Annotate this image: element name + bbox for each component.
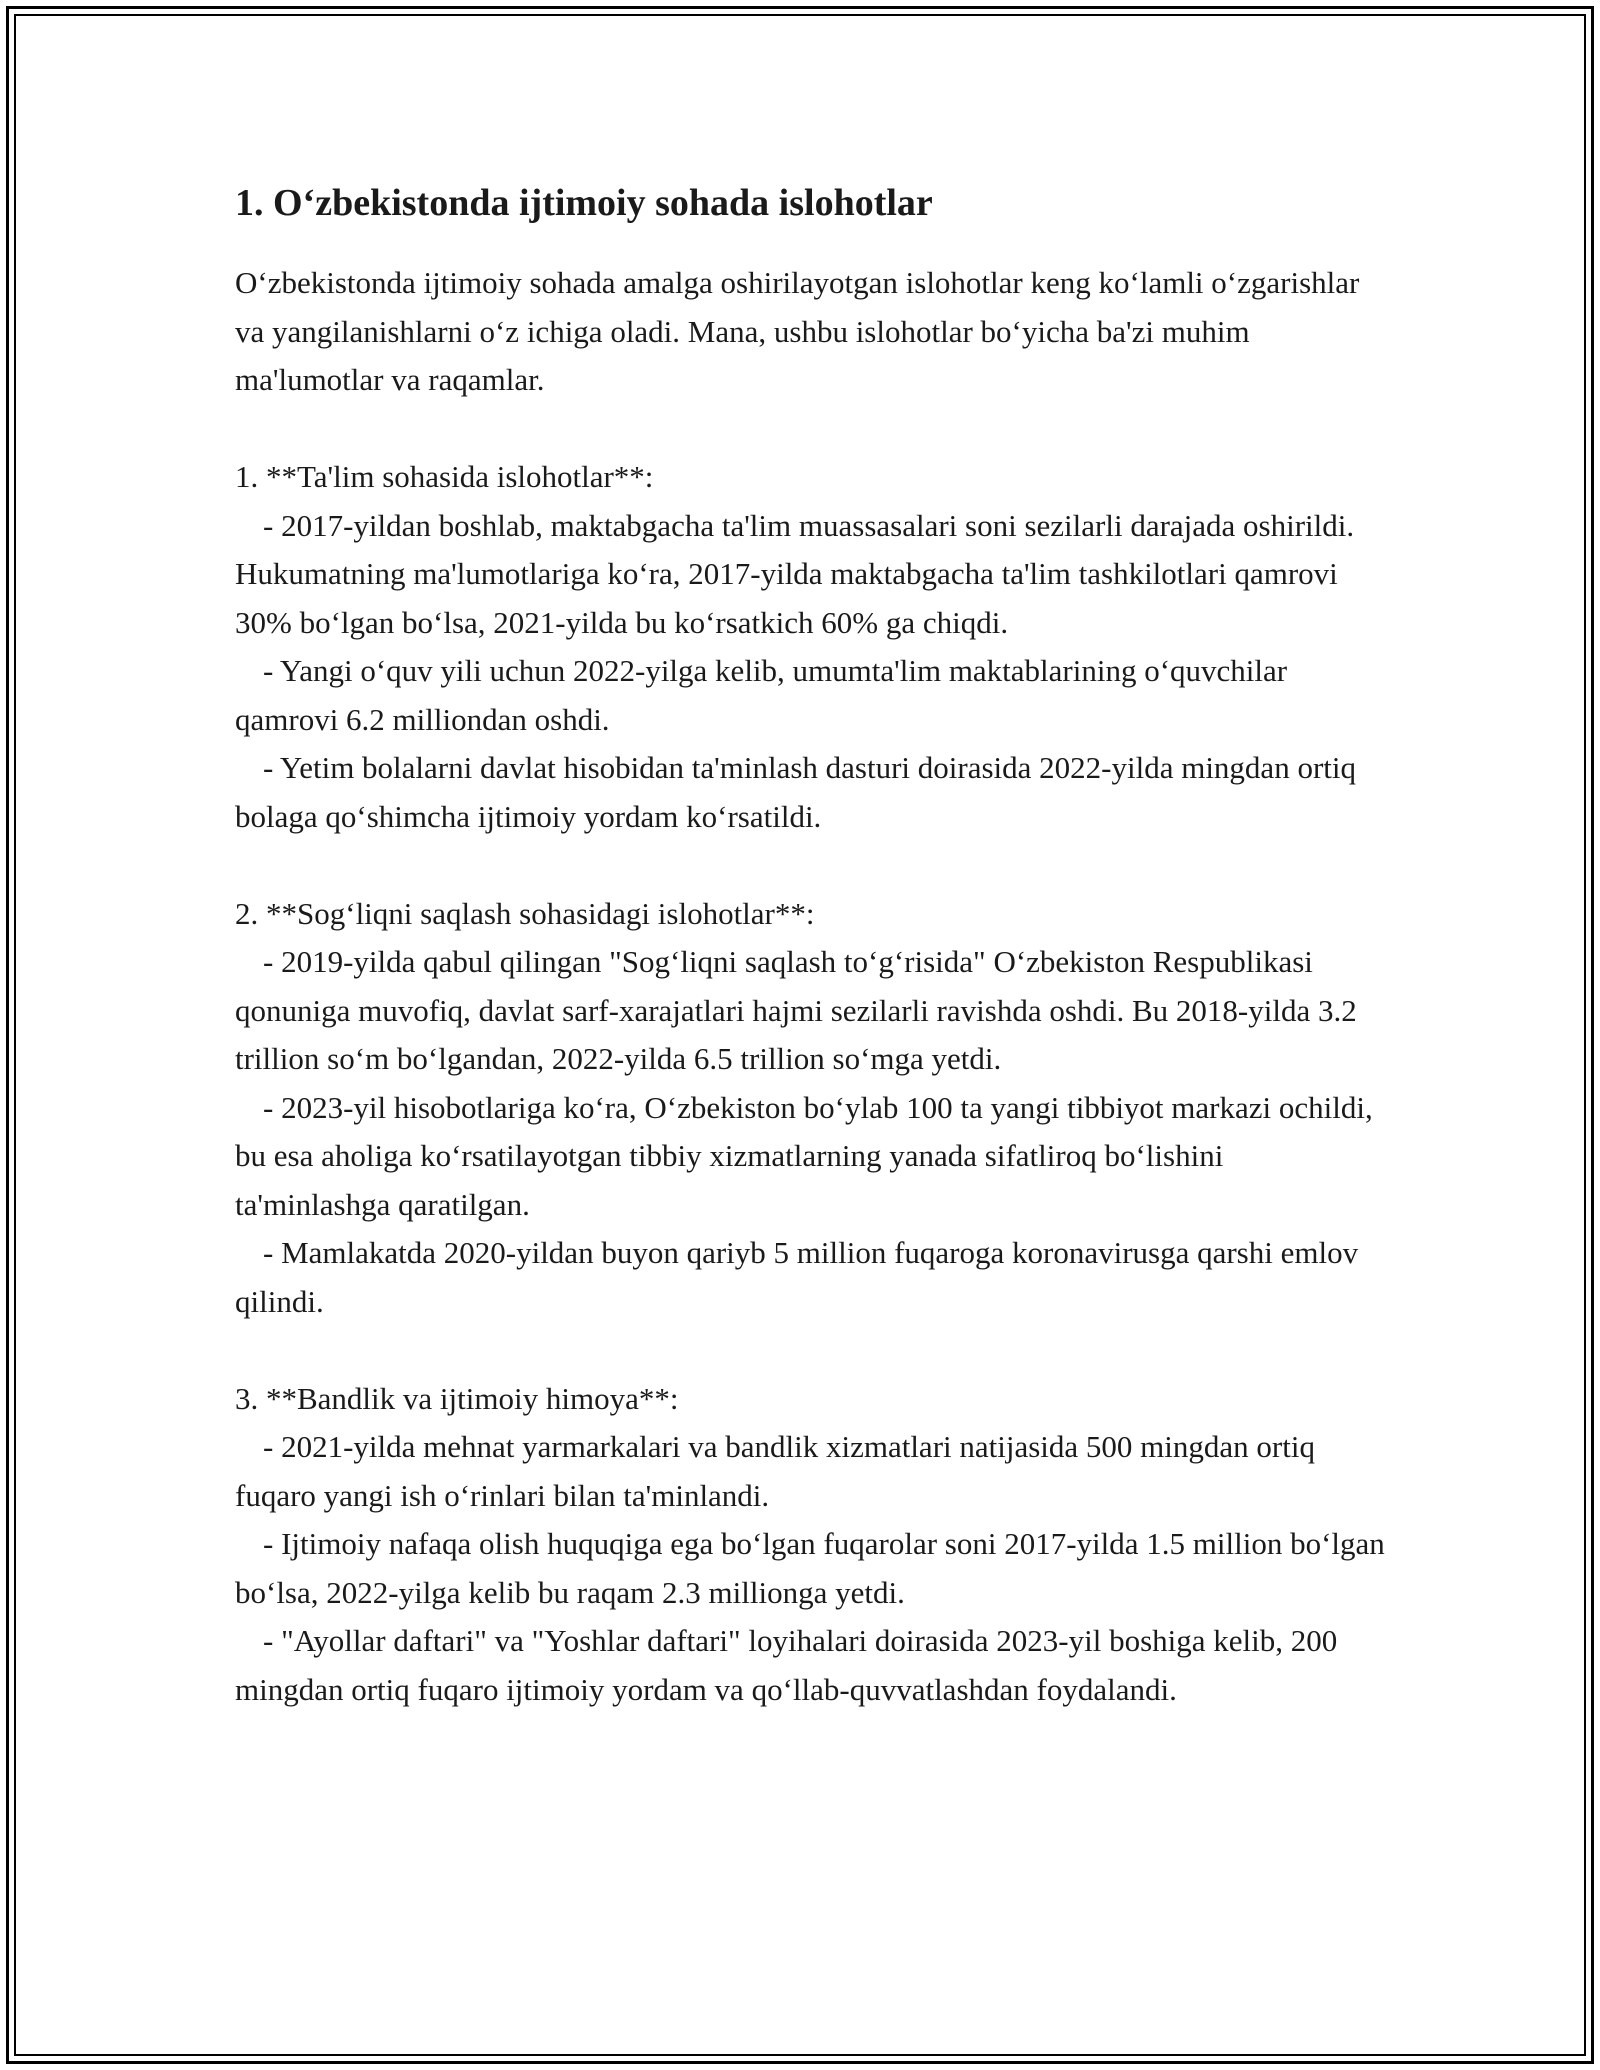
list-item: - 2023-yil hisobotlariga koʻra, Oʻzbekiston boʻylab 100 ta yangi tibbiyot markazi ochildi, bu esa aholiga koʻrsatilayotgan tibbiy xizmatlarning yanada sifatliroq boʻlishini ta'minlashga qaratilgan. — [235, 1089, 1373, 1222]
list-item: - Mamlakatda 2020-yildan buyon qariyb 5 million fuqaroga koronavirusga qarshi emlov qilindi. — [235, 1235, 1359, 1319]
list-item: - 2017-yildan boshlab, maktabgacha ta'lim muassasalari soni sezilarli darajada oshirildi. Hukumatning ma'lumotlariga koʻra, 2017-yilda maktabgacha ta'lim tashkilotlari qamrovi 30% boʻlgan boʻlsa, 2021-yilda bu koʻrsatkich 60% ga chiqdi. — [235, 507, 1355, 640]
blank-line — [235, 841, 1385, 890]
section-heading-education: 1. **Ta'lim sohasida islohotlar**: — [235, 459, 654, 495]
list-item: - Ijtimoiy nafaqa olish huquqiga ega boʻlgan fuqarolar soni 2017-yilda 1.5 million boʻlgan boʻlsa, 2022-yilga kelib bu raqam 2.3 millionga yetdi. — [235, 1526, 1385, 1610]
blank-line — [235, 405, 1385, 454]
list-item: - "Ayollar daftari" va "Yoshlar daftari" loyihalari doirasida 2023-yil boshiga kelib, 200 mingdan ortiq fuqaro ijtimoiy yordam va qoʻllab-quvvatlashdan foydalandi. — [235, 1623, 1338, 1707]
list-item: - 2019-yilda qabul qilingan "Sogʻliqni saqlash toʻgʻrisida" Oʻzbekiston Respublikasi qonuniga muvofiq, davlat sarf-xarajatlari hajmi sezilarli ravishda oshdi. Bu 2018-yilda 3.2 trillion soʻm boʻlgandan, 2022-yilda 6.5 trillion soʻmga yetdi. — [235, 944, 1357, 1077]
list-item: - Yangi oʻquv yili uchun 2022-yilga kelib, umumta'lim maktablarining oʻquvchilar qamrovi 6.2 milliondan oshdi. — [235, 653, 1288, 737]
section-heading-employment: 3. **Bandlik va ijtimoiy himoya**: — [235, 1380, 679, 1416]
document-title: 1. Oʻzbekistonda ijtimoiy sohada islohotlar — [235, 182, 933, 224]
list-item: - Yetim bolalarni davlat hisobidan ta'minlash dasturi doirasida 2022-yilda mingdan ortiq bolaga qoʻshimcha ijtimoiy yordam koʻrsatildi. — [235, 750, 1356, 834]
document-page — [235, 178, 1385, 1714]
section-heading-healthcare: 2. **Sogʻliqni saqlash sohasidagi islohotlar**: — [235, 895, 815, 931]
list-item: - 2021-yilda mehnat yarmarkalari va bandlik xizmatlari natijasida 500 mingdan ortiq fuqaro yangi ish oʻrinlari bilan ta'minlandi. — [235, 1429, 1315, 1513]
intro-paragraph: Oʻzbekistonda ijtimoiy sohada amalga oshirilayotgan islohotlar keng koʻlamli oʻzgarishlar va yangilanishlarni oʻz ichiga oladi. Mana, ushbu islohotlar boʻyicha ba'zi muhim ma'lumotlar va raqamlar. — [235, 265, 1360, 398]
blank-line — [235, 1326, 1385, 1375]
